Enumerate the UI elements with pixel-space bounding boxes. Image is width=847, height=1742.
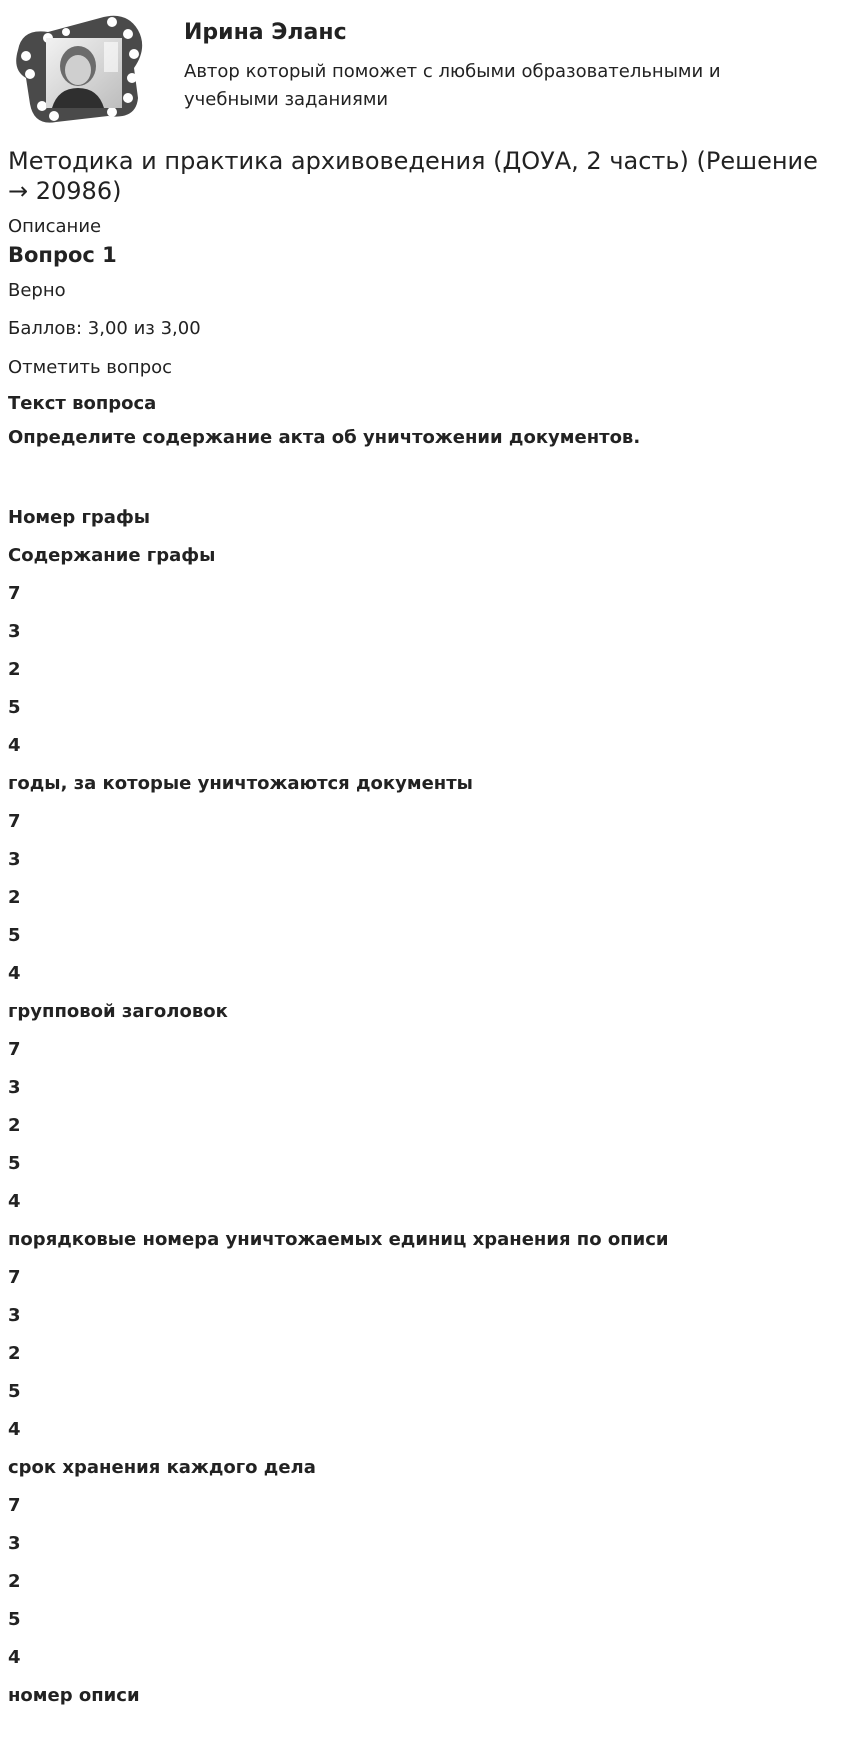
matrix-option[interactable]: 4 (8, 1647, 21, 1668)
matrix-option[interactable]: 5 (8, 925, 21, 946)
matrix-option[interactable]: 4 (8, 963, 21, 984)
question-heading: Вопрос 1 (8, 243, 117, 267)
matrix-row-content: срок хранения каждого дела (8, 1457, 316, 1478)
matrix-option[interactable]: 5 (8, 1381, 21, 1402)
description-label: Описание (8, 216, 102, 237)
matrix-header-content: Содержание графы (8, 545, 216, 566)
question-text: Определите содержание акта об уничтожении документов. (8, 427, 641, 448)
page-title: Методика и практика архивоведения (ДОУА, 2 часть) (Решение → 20986) (8, 147, 818, 205)
matrix-option[interactable]: 2 (8, 659, 21, 680)
matrix-option[interactable]: 2 (8, 1571, 21, 1592)
question-status: Верно (8, 280, 66, 301)
matrix-option[interactable]: 4 (8, 1419, 21, 1440)
matrix-option[interactable]: 7 (8, 1267, 21, 1288)
matrix-option[interactable]: 2 (8, 1343, 21, 1364)
matrix-option[interactable]: 3 (8, 1077, 21, 1098)
author-avatar[interactable] (8, 8, 158, 126)
matrix-option[interactable]: 2 (8, 1115, 21, 1136)
author-description: Автор который поможет с любыми образовательными и учебными заданиями (184, 61, 721, 110)
matrix-option[interactable]: 3 (8, 621, 21, 642)
flag-question-label[interactable]: Отметить вопрос (8, 357, 173, 378)
matrix-option[interactable]: 7 (8, 811, 21, 832)
matrix-option[interactable]: 7 (8, 583, 21, 604)
flag-question-link[interactable] (8, 357, 172, 378)
matrix-row-content: порядковые номера уничтожаемых единиц хранения по описи (8, 1229, 669, 1250)
matrix-option[interactable]: 4 (8, 1191, 21, 1212)
question-text-label: Текст вопроса (8, 393, 157, 414)
question-score: Баллов: 3,00 из 3,00 (8, 318, 201, 339)
matrix-option[interactable]: 2 (8, 887, 21, 908)
matrix-option[interactable]: 3 (8, 849, 21, 870)
matrix-option[interactable]: 7 (8, 1039, 21, 1060)
matrix-option[interactable]: 5 (8, 697, 21, 718)
matrix-option[interactable]: 4 (8, 735, 21, 756)
answer-matrix (8, 505, 828, 1721)
matrix-option[interactable]: 3 (8, 1533, 21, 1554)
matrix-option[interactable]: 5 (8, 1153, 21, 1174)
matrix-option[interactable]: 5 (8, 1609, 21, 1630)
matrix-row-content: годы, за которые уничтожаются документы (8, 773, 473, 794)
author-name[interactable]: Ирина Эланс (184, 20, 347, 45)
matrix-header-number: Номер графы (8, 507, 151, 528)
matrix-row-content: групповой заголовок (8, 1001, 228, 1022)
matrix-row-content: номер описи (8, 1685, 140, 1706)
matrix-option[interactable]: 3 (8, 1305, 21, 1326)
author-card (8, 8, 839, 128)
film-reel-photo-frame-icon (8, 8, 158, 126)
matrix-option[interactable]: 7 (8, 1495, 21, 1516)
